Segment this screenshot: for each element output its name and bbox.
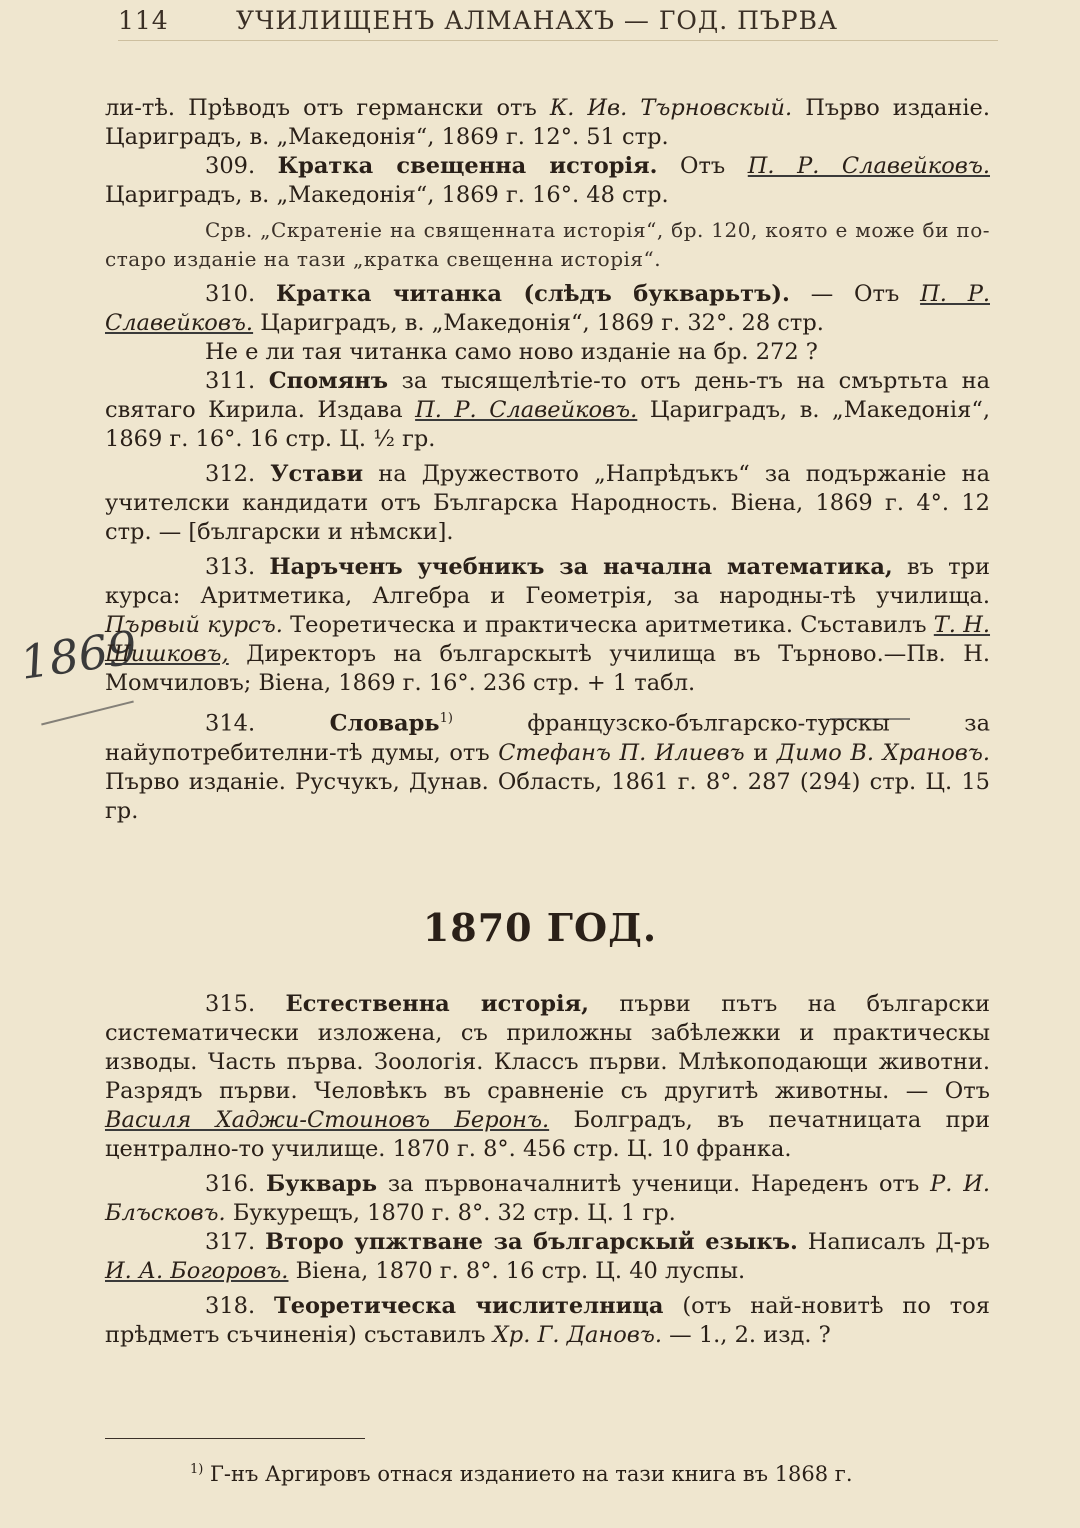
entry-number: 309.	[205, 153, 256, 179]
entry-number: 311.	[205, 368, 256, 394]
entry-text: — Отъ	[789, 281, 921, 307]
entry-text: първи пътъ на български систематически изложена, съ приложны забѣлежки и практическы изводы. Часть първа. Зоологія. Классъ първи. Млѣкоподающи животни. Разрядъ първи. Человѣкъ въ сравненіе съ другитѣ животны. — Отъ	[105, 991, 990, 1104]
entry-author: Т. Н. Шишковъ,	[105, 612, 991, 667]
entry-title: Кратка читанка (слѣдъ букварьтъ).	[275, 281, 790, 307]
entry-details: Първо изданіе. Цариградъ, в. „Македонія“, 1869 г. 12°. 51 стр.	[105, 95, 990, 150]
footnote	[190, 1462, 990, 1486]
entry-311	[105, 367, 990, 454]
entry-details: Віена, 1870 г. 8°. 16 стр. Ц. 40 луспы.	[288, 1258, 746, 1284]
page-header	[118, 6, 998, 41]
entry-312	[105, 460, 990, 547]
entry-details: Болградъ, въ печатницата при централно-то училище. 1870 г. 8°. 456 стр. Ц. 10 франка.	[105, 1107, 990, 1162]
entry-details: Цариградъ, в. „Македонія“, 1869 г. 16°. 16 стр. Ц. ½ гр.	[105, 397, 990, 452]
entry-question: Не е ли тая читанка само ново изданіе на бр. 272 ?	[205, 339, 818, 365]
page-number: 114	[118, 6, 169, 35]
entry-text: (отъ най-новитѣ по тоя прѣдметъ съчиненія) съставилъ	[105, 1293, 990, 1348]
entry-text: за тысящелѣтіе-то отъ день-тъ на смъртьта на святаго Кирила. Издава	[105, 368, 991, 423]
entry-details: Първо изданіе. Русчукъ, Дунав. Область, 1861 г. 8°. 287 (294) стр. Ц. 15 гр.	[105, 768, 990, 824]
entry-continuation	[105, 94, 990, 152]
entry-title: Словарь	[329, 710, 440, 737]
entry-text: на Дружеството „Напрѣдъкъ“ за подържаніе на учителски кандидати отъ Българска Народность. Віена, 1869 г. 4°. 12 стр. — [български и нѣмски].	[105, 461, 990, 545]
entry-subtitle: Първый курсъ.	[105, 612, 283, 638]
entry-details: Цариградъ, в. „Македонія“, 1869 г. 16°. 48 стр.	[105, 182, 669, 208]
entry-author: Василя Хаджи-Стоиновъ Беронъ.	[105, 1107, 550, 1133]
entry-details: Букурещъ, 1870 г. 8°. 32 стр. Ц. 1 гр.	[225, 1200, 676, 1226]
footnote-marker: 1)	[190, 1462, 204, 1477]
entry-text: ли-тѣ. Прѣводъ отъ германски отъ	[105, 95, 550, 121]
entry-author: Димо В. Храновъ.	[776, 739, 991, 766]
entry-number: 318.	[205, 1293, 256, 1319]
entry-details: — 1., 2. изд. ?	[662, 1322, 831, 1348]
entry-author: Хр. Г. Дановъ.	[492, 1322, 663, 1348]
entry-318	[105, 1292, 990, 1350]
entry-313	[105, 553, 990, 698]
entry-number: 315.	[205, 991, 256, 1017]
entry-title: Устави	[270, 461, 364, 487]
entry-author: К. Ив. Търновскый.	[549, 95, 793, 121]
entry-title: Букварь	[265, 1171, 378, 1197]
entry-text: Теоретическа и практическа аритметика. Съставилъ	[282, 612, 934, 638]
entry-author: П. Р. Славейковъ.	[415, 397, 638, 423]
entry-315	[105, 990, 990, 1164]
entry-details: Цариградъ, в. „Македонія“, 1869 г. 32°. 28 стр.	[253, 310, 824, 336]
entry-title: Спомянъ	[268, 368, 388, 394]
entry-title: Наръченъ учебникъ за начална математика,	[269, 554, 893, 580]
entry-text: за първоначалнитѣ ученици. Нареденъ отъ	[377, 1171, 931, 1197]
entries-1870	[105, 990, 990, 1350]
entry-number: 316.	[205, 1171, 256, 1197]
entry-317	[105, 1228, 990, 1286]
footnote-divider	[105, 1438, 365, 1439]
entry-title: Кратка свещенна исторія.	[277, 153, 658, 179]
footnote-text: Г-нъ Аргировъ отнася изданието на тази книга въ 1868 г.	[203, 1462, 853, 1486]
entry-309-note	[105, 216, 990, 274]
entry-title: Теоретическа числителница	[273, 1293, 664, 1319]
entry-number: 314.	[205, 710, 256, 737]
entry-author: Стефанъ П. Илиевъ	[498, 739, 745, 766]
entry-number: 310.	[205, 281, 256, 307]
entry-author: И. А. Богоровъ.	[105, 1258, 289, 1284]
entry-text: французско-българско-турскы за найупотребителни-тѣ думы, отъ	[105, 710, 990, 766]
handwritten-margin-note: 1869	[16, 620, 141, 690]
entry-text: Отъ	[657, 153, 748, 179]
entry-title: Второ упжтване за българскый езыкъ.	[265, 1229, 798, 1255]
entry-309	[105, 152, 990, 210]
entry-314	[105, 704, 990, 826]
entry-author: Р. И. Блъсковъ.	[105, 1171, 991, 1226]
entry-text: и	[744, 739, 777, 766]
year-heading: 1870 ГОД.	[422, 905, 658, 950]
running-title: УЧИЛИЩЕНЪ АЛМАНАХЪ — ГОД. ПЪРВА	[236, 6, 838, 35]
entry-author: П. Р. Славейковъ.	[747, 153, 990, 179]
entry-text: Написалъ Д-ръ	[797, 1229, 990, 1255]
entry-number: 317.	[205, 1229, 256, 1255]
entry-text: въ три курса: Аритметика, Алгебра и Геометрія, за народны-тѣ училища.	[105, 554, 990, 609]
entry-number: 312.	[205, 461, 256, 487]
entry-details: Директоръ на българскытѣ училища въ Търново.—Пв. Н. Момчиловъ; Віена, 1869 г. 16°. 236 стр. + 1 табл.	[105, 641, 990, 696]
entries-1869	[105, 94, 990, 826]
entry-316	[105, 1170, 990, 1228]
footnote-marker: 1)	[439, 711, 453, 726]
entry-note: Срв. „Скратеніе на священната исторія“, бр. 120, която е може би по-старо изданіе на тази „кратка свещенна исторія“.	[105, 218, 990, 271]
entry-number: 313.	[205, 554, 256, 580]
entry-310	[105, 280, 990, 367]
entry-title: Естественна исторія,	[285, 991, 589, 1017]
entry-author: П. Р. Славейковъ.	[105, 281, 990, 336]
